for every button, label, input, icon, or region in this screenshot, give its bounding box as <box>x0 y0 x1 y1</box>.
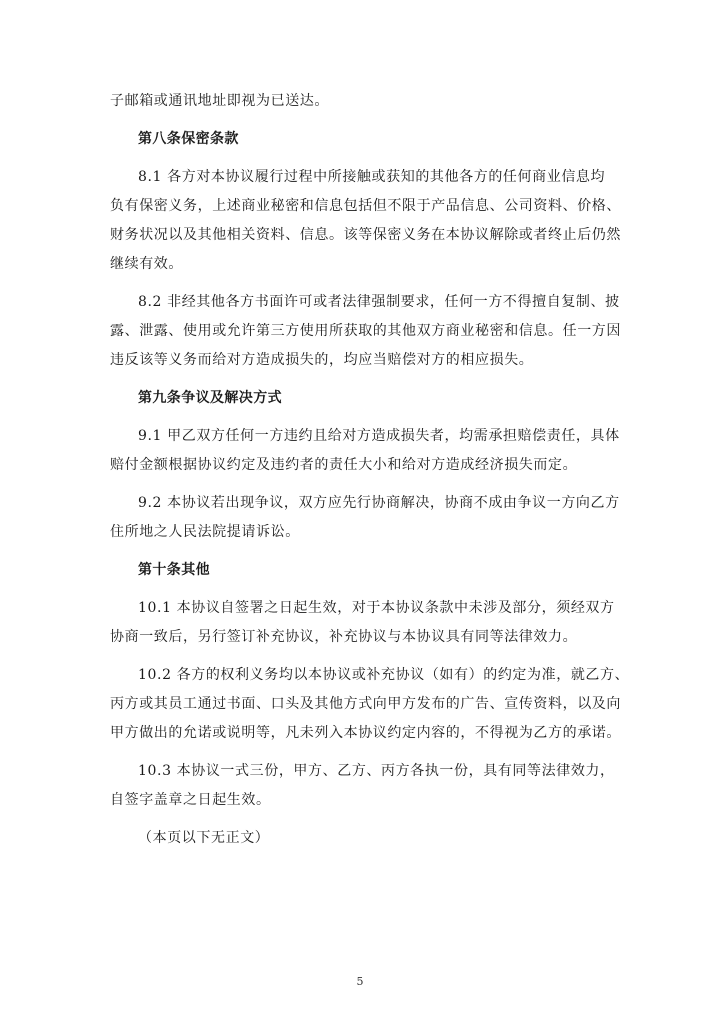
clause-9-2-line: 9.2 本协议若出现争议，双方应先行协商解决，协商不成由争议一方向乙方 <box>138 495 620 511</box>
clause-9-1-line: 9.1 甲乙双方任何一方违约且给对方造成损失者，均需承担赔偿责任，具体 <box>138 428 620 444</box>
section-heading-article-9: 第九条争议及解决方式 <box>138 390 282 406</box>
clause-10-2-line: 10.2 各方的权利义务均以本协议或补充协议（如有）的约定为准，就乙方、 <box>138 667 630 683</box>
clause-8-1-line: 继续有效。 <box>110 256 183 272</box>
clause-10-2-line: 甲方做出的允诺或说明等，凡未列入本协议约定内容的，不得视为乙方的承诺。 <box>110 725 621 741</box>
end-of-text-note: （本页以下无正文） <box>138 830 270 846</box>
clause-8-2-line: 违反该等义务而给对方造成损失的，均应当赔偿对方的相应损失。 <box>110 352 534 368</box>
section-heading-article-10: 第十条其他 <box>138 562 210 578</box>
clause-8-1-line: 财务状况以及其他相关资料、信息。该等保密义务在本协议解除或者终止后仍然 <box>110 227 621 243</box>
clause-10-3-line: 10.3 本协议一式三份，甲方、乙方、丙方各执一份，具有同等法律效力， <box>138 763 615 779</box>
clause-10-3-line: 自签字盖章之日起生效。 <box>110 792 271 808</box>
clause-8-1-line: 8.1 各方对本协议履行过程中所接触或获知的其他各方的任何商业信息均 <box>138 169 606 185</box>
clause-10-1-line: 10.1 本协议自签署之日起生效，对于本协议条款中未涉及部分，须经双方 <box>138 600 615 616</box>
page-number: 5 <box>356 975 364 988</box>
clause-9-1-line: 赔付金额根据协议约定及违约者的责任大小和给对方造成经济损失而定。 <box>110 457 578 473</box>
paragraph-line: 子邮箱或通讯地址即视为已送达。 <box>110 93 329 109</box>
section-heading-article-8: 第八条保密条款 <box>138 131 239 147</box>
clause-10-1-line: 协商一致后，另行签订补充协议，补充协议与本协议具有同等法律效力。 <box>110 629 578 645</box>
clause-8-2-line: 8.2 非经其他各方书面许可或者法律强制要求，任何一方不得擅自复制、披 <box>138 294 620 310</box>
clause-10-2-line: 丙方或其员工通过书面、口头及其他方式向甲方发布的广告、宣传资料，以及向 <box>110 696 621 712</box>
clause-8-1-line: 负有保密义务，上述商业秘密和信息包括但不限于产品信息、公司资料、价格、 <box>110 198 621 214</box>
clause-8-2-line: 露、泄露、使用或允许第三方使用所获取的其他双方商业秘密和信息。任一方因 <box>110 323 621 339</box>
clause-9-2-line: 住所地之人民法院提请诉讼。 <box>110 524 300 540</box>
